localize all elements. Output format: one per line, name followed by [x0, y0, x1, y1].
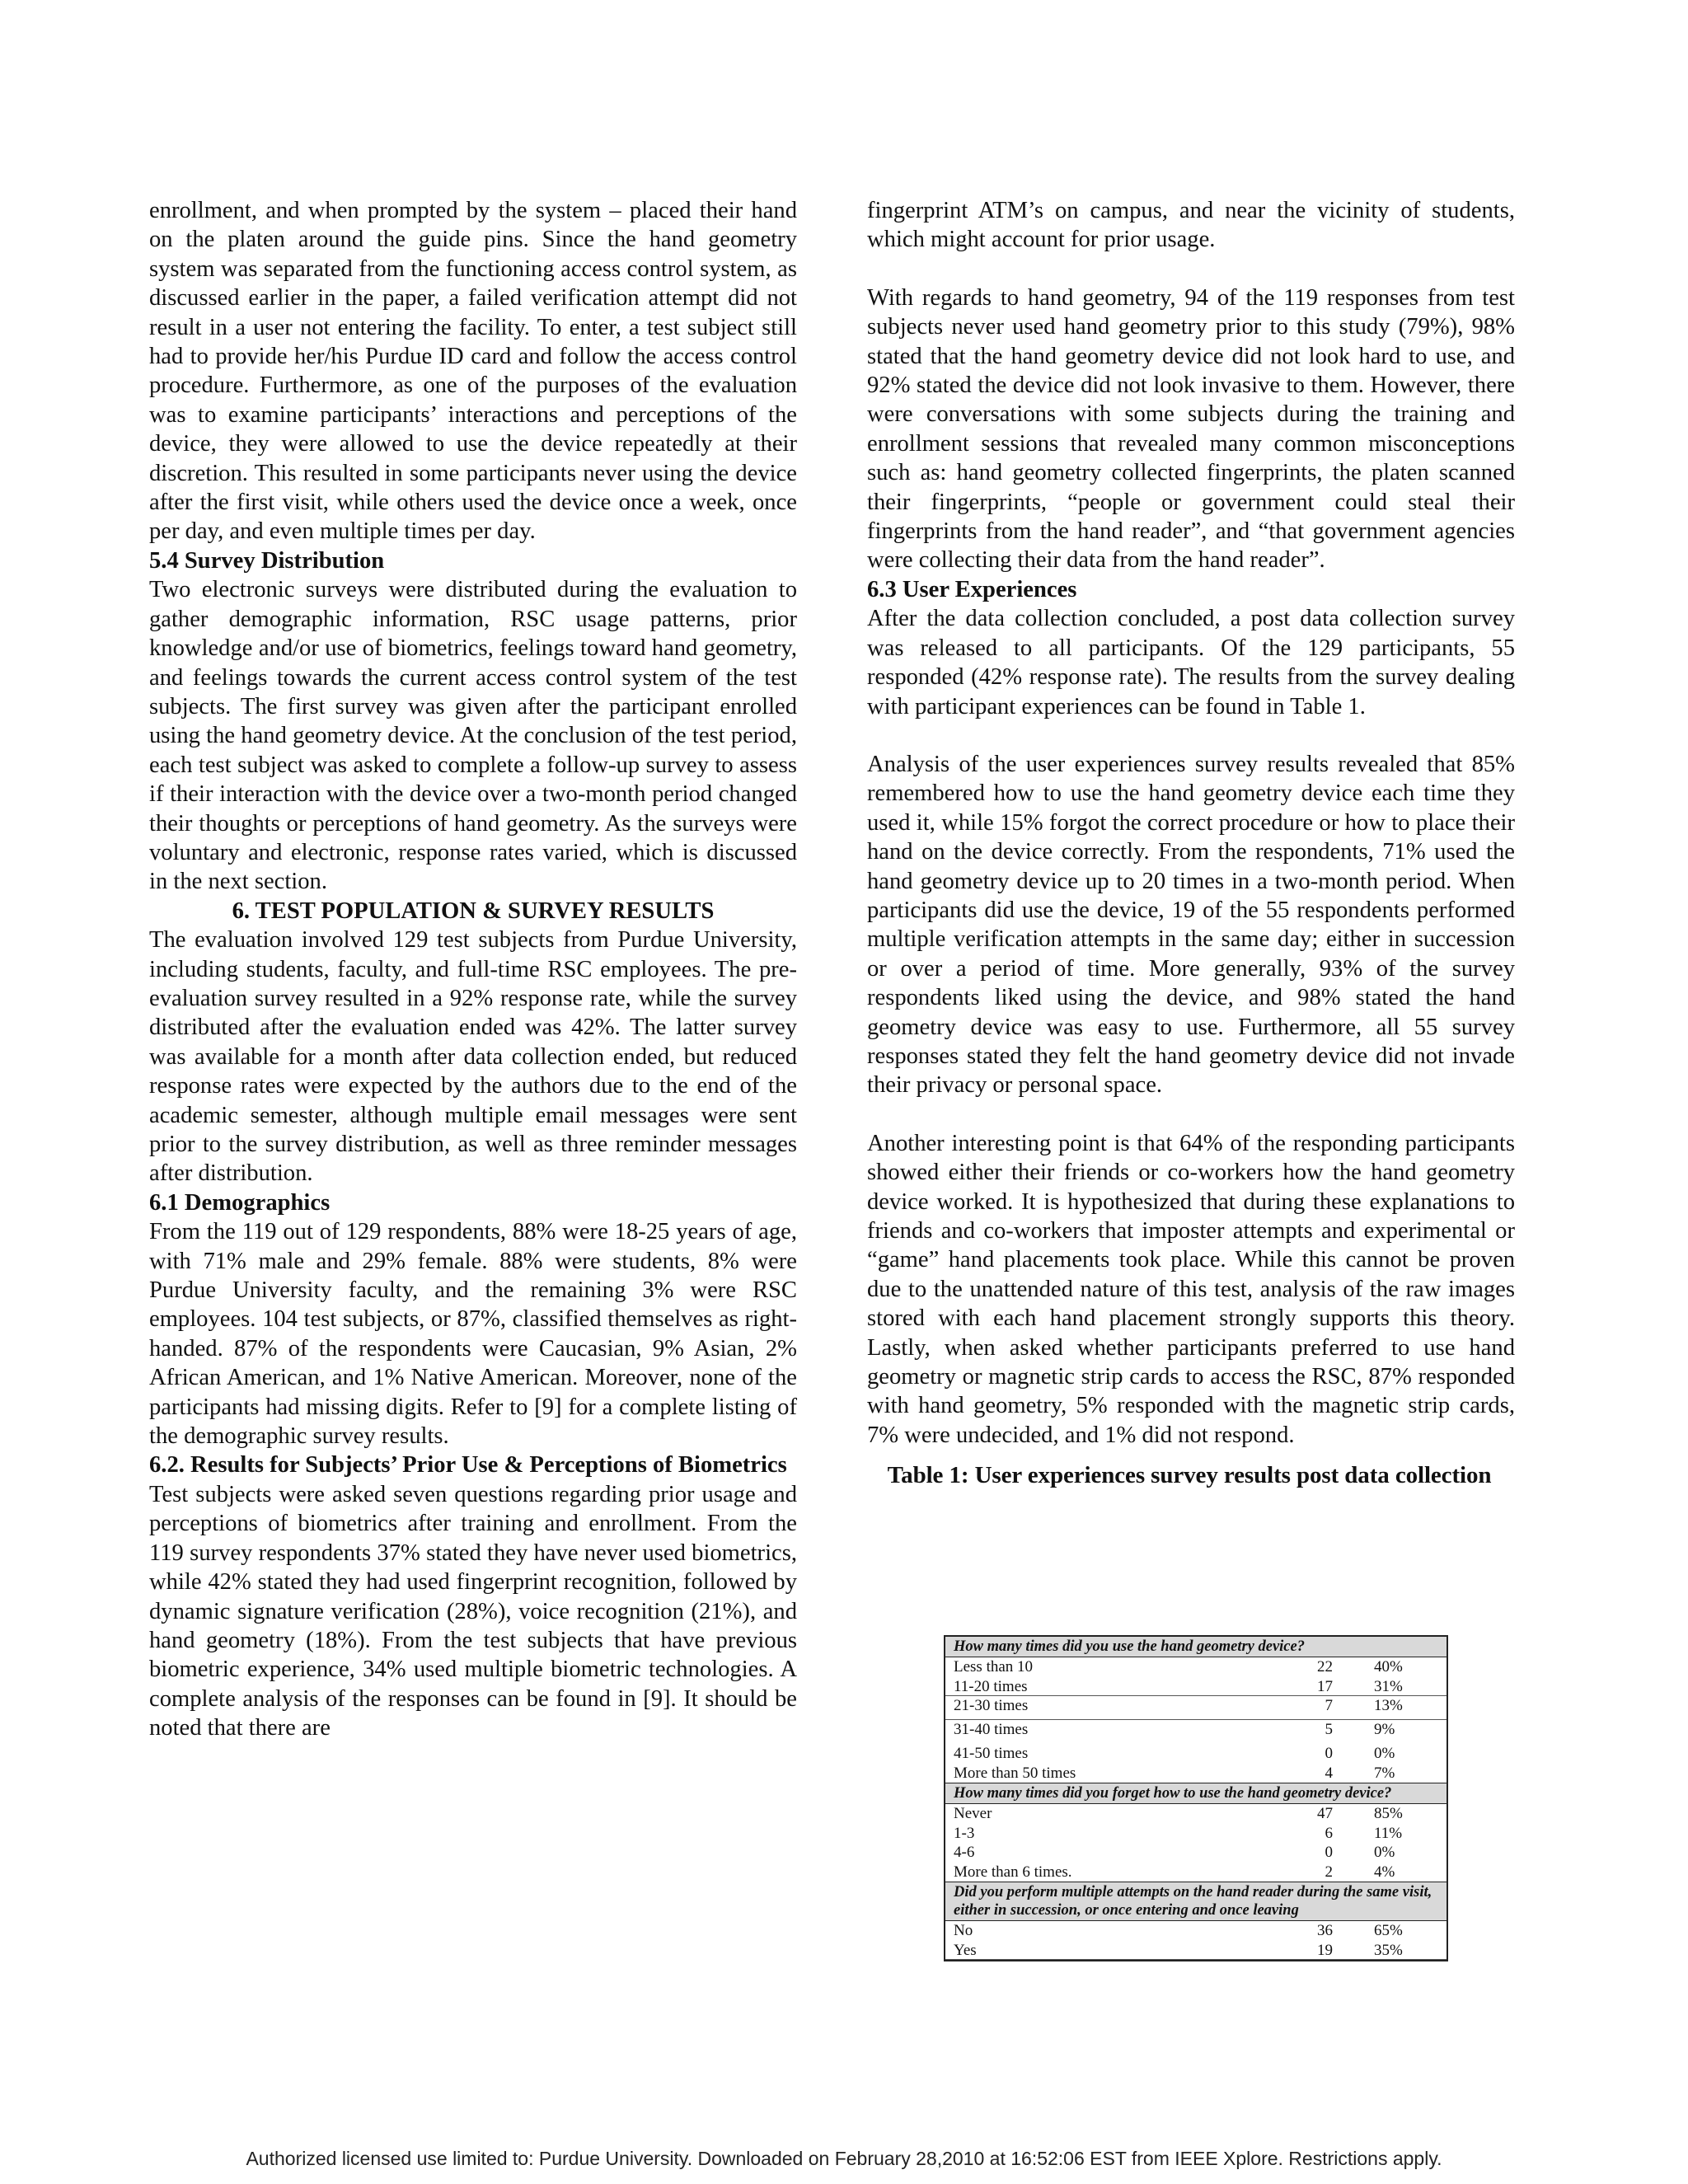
table-row-count: 0	[1325, 1844, 1333, 1861]
table-row	[945, 1921, 1447, 1941]
table-row-count: 19	[1317, 1941, 1333, 1959]
footer-license-notice: Authorized licensed use limited to: Purdue University. Downloaded on February 28,2010 at 16:52:06 EST from IEEE Xplore. Restrictions apply.	[246, 2148, 1442, 2169]
table-row	[945, 1764, 1447, 1783]
table-row	[945, 1804, 1447, 1824]
user-experiences-paragraph: After the data collection concluded, a post data collection survey was released to all participants. Of the 129 participants, 55 responded (42% response rate). The results from the survey dealing with participant experiences can be found in Table 1.	[867, 606, 1515, 719]
table-row-percent: 7%	[1374, 1764, 1395, 1782]
user-experiences-heading: 6.3 User Experiences	[867, 576, 1077, 602]
table-row-count: 0	[1325, 1745, 1333, 1762]
interesting-point-paragraph: Another interesting point is that 64% of the responding participants showed either their friends or co-workers how the hand geometry device worked. It is hypothesized that during these explanations to friends and co-workers that imposter attempts and experimental or “game” hand placements took place. While this cannot be proven due to the unattended nature of this test, analysis of the raw images stored with each hand placement strongly supports this theory. Lastly, when asked whether participants preferred to use hand geometry or magnetic strip cards to access the RSC, 87% responded with hand geometry, 5% responded with the magnetic strip cards, 7% were undecided, and 1% did not respond.	[867, 1130, 1515, 1448]
demographics-heading: 6.1 Demographics	[149, 1189, 331, 1216]
survey-results-table	[944, 1635, 1448, 1961]
table-row-count: 5	[1325, 1721, 1333, 1738]
table-row-percent: 4%	[1374, 1863, 1395, 1881]
table-row	[945, 1941, 1447, 1961]
left-column	[149, 196, 797, 1743]
table-row-label: More than 6 times.	[954, 1863, 1072, 1881]
table-row	[945, 1843, 1447, 1863]
table-question-3: Did you perform multiple attempts on the hand reader during the same visit, either in succession, or once entering and once leaving	[945, 1882, 1447, 1921]
table-row-label: Less than 10	[954, 1658, 1034, 1675]
table-row-percent: 9%	[1374, 1721, 1395, 1738]
table-row	[945, 1657, 1447, 1677]
table-question-1: How many times did you use the hand geometry device?	[945, 1637, 1447, 1657]
table-row-percent: 0%	[1374, 1745, 1395, 1762]
table-row-percent: 35%	[1374, 1941, 1403, 1959]
survey-distribution-heading: 5.4 Survey Distribution	[149, 547, 385, 574]
table-row-count: 47	[1317, 1805, 1333, 1822]
section-6-heading: 6. TEST POPULATION & SURVEY RESULTS	[232, 898, 715, 924]
table-row-percent: 31%	[1374, 1677, 1403, 1695]
table-row-label: 31-40 times	[954, 1721, 1029, 1738]
table-row-label: No	[954, 1922, 973, 1939]
table-group-3	[945, 1921, 1447, 1960]
table-row	[945, 1677, 1447, 1697]
table-row-count: 2	[1325, 1863, 1333, 1881]
table-row-percent: 65%	[1374, 1922, 1403, 1939]
analysis-paragraph: Analysis of the user experiences survey results revealed that 85% remembered how to use the hand geometry device each time they used it, while 15% forgot the correct procedure or how to place their hand on the device correctly. From the respondents, 71% used the hand geometry device up to 20 times in a two-month period. When participants did use the device, 19 of the 55 respondents performed multiple verification attempts in the same day; either in succession or over a period of time. More generally, 93% of the survey respondents liked using the device, and 98% stated the hand geometry device was easy to use. Furthermore, all 55 survey responses stated they felt the hand geometry device did not invade their privacy or personal space.	[867, 751, 1515, 1099]
table-row-label: 1-3	[954, 1824, 975, 1842]
table-row-label: 21-30 times	[954, 1697, 1029, 1714]
table-row-count: 17	[1317, 1677, 1333, 1695]
demographics-paragraph: From the 119 out of 129 respondents, 88% were 18-25 years of age, with 71% male and 29% female. 88% were students, 8% were Purdue University faculty, and the remaining 3% were RSC employees. 104 test subjects, or 87%, classified themselves as right-handed. 87% of the respondents were Caucasian, 9% Asian, 2% African American, and 1% Native American. Moreover, none of the participants had missing digits. Refer to [9] for a complete listing of the demographic survey results.	[149, 1219, 797, 1450]
table-row	[945, 1824, 1447, 1844]
table-row-percent: 40%	[1374, 1658, 1403, 1675]
table-row-label: 41-50 times	[954, 1745, 1029, 1762]
table-row-label: 11-20 times	[954, 1677, 1028, 1695]
table-question-2: How many times did you forget how to use the hand geometry device?	[945, 1783, 1447, 1804]
table-row	[945, 1720, 1447, 1744]
table-row-count: 6	[1325, 1824, 1333, 1842]
table-row-percent: 13%	[1374, 1697, 1403, 1714]
table-row-percent: 11%	[1374, 1824, 1403, 1842]
table-group-2	[945, 1804, 1447, 1882]
table-row-percent: 0%	[1374, 1844, 1395, 1861]
fingerprint-atm-paragraph: fingerprint ATM’s on campus, and near the vicinity of students, which might account for prior usage.	[867, 198, 1515, 253]
table-row-count: 7	[1325, 1697, 1333, 1714]
table-row-label: Never	[954, 1805, 992, 1822]
table-group-1	[945, 1657, 1447, 1783]
table-caption: Table 1: User experiences survey results post data collection	[887, 1462, 1492, 1489]
prior-use-paragraph: Test subjects were asked seven questions regarding prior usage and perceptions of biometrics after training and enrollment. From the 119 survey respondents 37% stated they have never used biometrics, while 42% stated they had used fingerprint recognition, followed by dynamic signature verification (28%), voice recognition (21%), and hand geometry (18%). From the test subjects that have previous biometric experience, 34% used multiple biometric technologies. A complete analysis of the responses can be found in [9]. It should be noted that there are	[149, 1481, 797, 1741]
table-row-label: More than 50 times	[954, 1764, 1076, 1782]
table-row-percent: 85%	[1374, 1805, 1403, 1822]
table-row-count: 22	[1317, 1658, 1333, 1675]
table-row	[945, 1744, 1447, 1764]
enrollment-paragraph: enrollment, and when prompted by the system – placed their hand on the platen around the guide pins. Since the hand geometry system was separated from the functioning access control system, as discussed earlier in the paper, a failed verification attempt did not result in a user not entering the facility. To enter, a test subject still had to provide her/his Purdue ID card and follow the access control procedure. Furthermore, as one of the purposes of the evaluation was to examine participants’ interactions and perceptions of the device, they were allowed to use the device repeatedly at their discretion. This resulted in some participants never using the device after the first visit, while others used the device once a week, once per day, and even multiple times per day.	[149, 198, 797, 545]
table-row-count: 4	[1325, 1764, 1333, 1782]
prior-use-heading: 6.2. Results for Subjects’ Prior Use & Perceptions of Biometrics	[149, 1452, 787, 1479]
section-6-paragraph: The evaluation involved 129 test subjects from Purdue University, including students, faculty, and full-time RSC employees. The pre- evaluation survey resulted in a 92% response rate, while the survey distributed after the evaluation ended was 42%. The latter survey was available for a month after data collection ended, but reduced response rates were expected by the authors due to the end of the academic semester, although multiple email messages were sent prior to the survey distribution, as well as three reminder messages after distribution.	[149, 927, 797, 1187]
table-row-label: Yes	[954, 1941, 977, 1959]
survey-distribution-paragraph: Two electronic surveys were distributed during the evaluation to gather demographic information, RSC usage patterns, prior knowledge and/or use of biometrics, feelings toward hand geometry, and feelings towards the current access control system of the test subjects. The first survey was given after the participant enrolled using the hand geometry device. At the conclusion of the test period, each test subject was asked to complete a follow-up survey to assess if their interaction with the device over a two-month period changed their thoughts or perceptions of hand geometry. As the surveys were voluntary and electronic, response rates varied, which is discussed in the next section.	[149, 577, 797, 895]
table-row-count: 36	[1317, 1922, 1333, 1939]
table-row-label: 4-6	[954, 1844, 975, 1861]
table-row	[945, 1696, 1447, 1720]
table-row	[945, 1863, 1447, 1882]
right-column	[867, 196, 1515, 1491]
hand-geometry-perceptions-paragraph: With regards to hand geometry, 94 of the 119 responses from test subjects never used hand geometry prior to this study (79%), 98% stated that the hand geometry device did not look hard to use, and 92% stated the device did not look invasive to them. However, there were conversations with some subjects during the training and enrollment sessions that revealed many common misconceptions such as: hand geometry collected fingerprints, the platen scanned their fingerprints, “people or government could steal their fingerprints from the hand reader”, and “that government agencies were collecting their data from the hand reader”.	[867, 284, 1515, 574]
